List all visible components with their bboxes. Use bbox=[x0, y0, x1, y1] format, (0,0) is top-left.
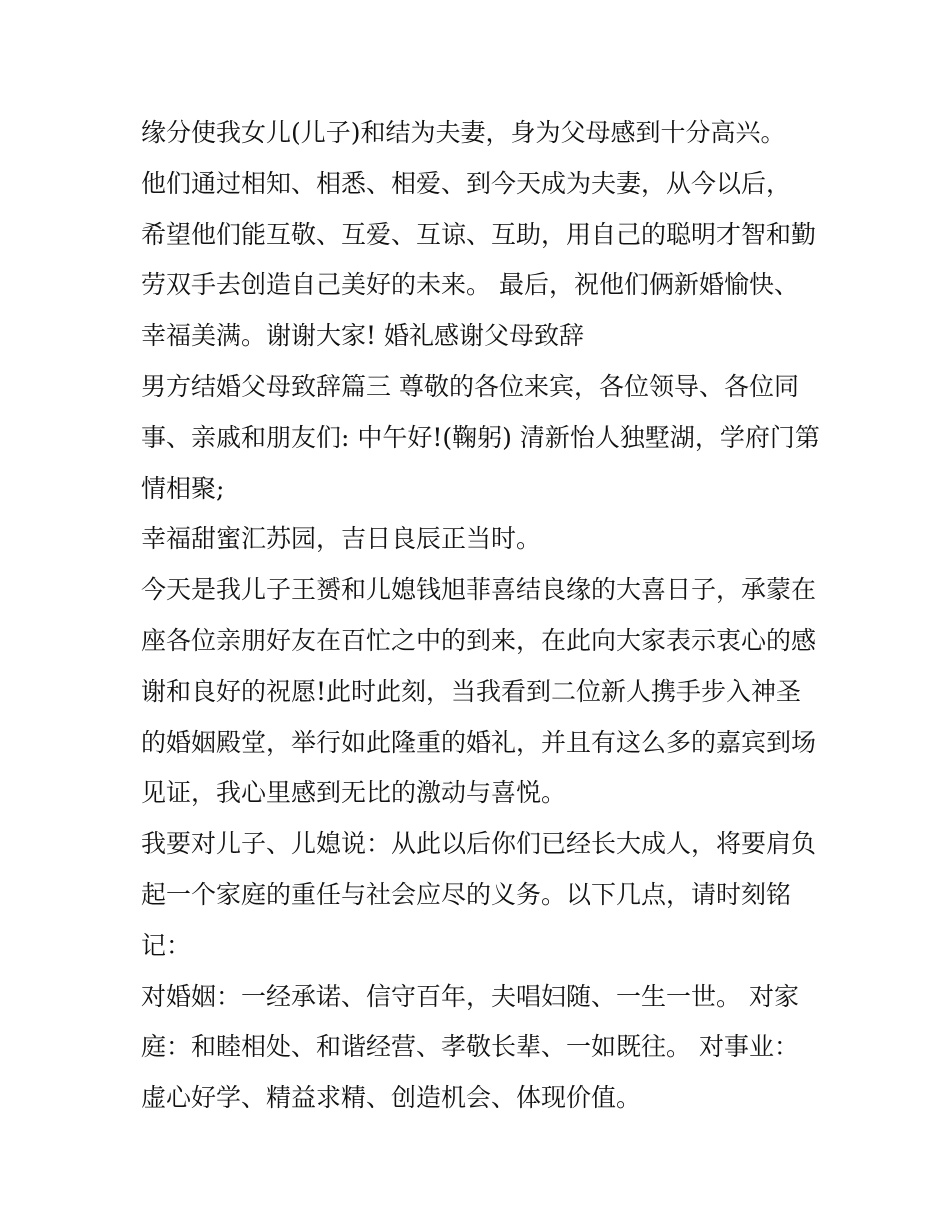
text-line-20: 虚心好学、精益求精、创造机会、体现价值。 bbox=[141, 1083, 642, 1113]
text-line-15: 我要对儿子、儿媳说：从此以后你们已经长大成人，将要肩负 bbox=[141, 829, 817, 859]
text-line-11: 座各位亲朋好友在百忙之中的到来，在此向大家表示衷心的感 bbox=[141, 625, 817, 655]
text-line-16: 起一个家庭的重任与社会应尽的义务。以下几点，请时刻铭 bbox=[141, 879, 792, 909]
text-line-7: 事、亲戚和朋友们: 中午好!(鞠躬) 清新怡人独墅湖，学府门第 bbox=[141, 422, 820, 452]
text-line-8: 情相聚; bbox=[141, 473, 225, 503]
text-line-4: 劳双手去创造自己美好的未来。 最后，祝他们俩新婚愉快、 bbox=[141, 270, 799, 300]
text-line-6: 男方结婚父母致辞篇三 尊敬的各位来宾，各位领导、各位同 bbox=[141, 371, 799, 401]
text-line-2: 他们通过相知、相悉、相爱、到今天成为夫妻，从今以后， bbox=[141, 168, 792, 198]
text-line-18: 对婚姻：一经承诺、信守百年，夫唱妇随、一生一世。 对家 bbox=[141, 981, 799, 1011]
text-line-10: 今天是我儿子王赟和儿媳钱旭菲喜结良缘的大喜日子，承蒙在 bbox=[141, 575, 817, 605]
text-line-1: 缘分使我女儿(儿子)和结为夫妻，身为父母感到十分高兴。 bbox=[141, 118, 786, 147]
text-line-17: 记： bbox=[141, 930, 192, 960]
text-line-9: 幸福甜蜜汇苏园，吉日良辰正当时。 bbox=[141, 524, 542, 554]
text-line-14: 见证，我心里感到无比的激动与喜悦。 bbox=[141, 778, 567, 808]
text-line-12: 谢和良好的祝愿!此时此刻，当我看到二位新人携手步入神圣 bbox=[141, 676, 802, 706]
document-body bbox=[141, 108, 821, 1124]
text-line-5: 幸福美满。谢谢大家! 婚礼感谢父母致辞 bbox=[141, 321, 584, 351]
text-line-3: 希望他们能互敬、互爱、互谅、互助，用自己的聪明才智和勤 bbox=[141, 219, 817, 249]
text-line-19: 庭：和睦相处、和谐经营、孝敬长辈、一如既往。 对事业： bbox=[141, 1032, 799, 1062]
text-line-13: 的婚姻殿堂，举行如此隆重的婚礼，并且有这么多的嘉宾到场 bbox=[141, 727, 817, 757]
